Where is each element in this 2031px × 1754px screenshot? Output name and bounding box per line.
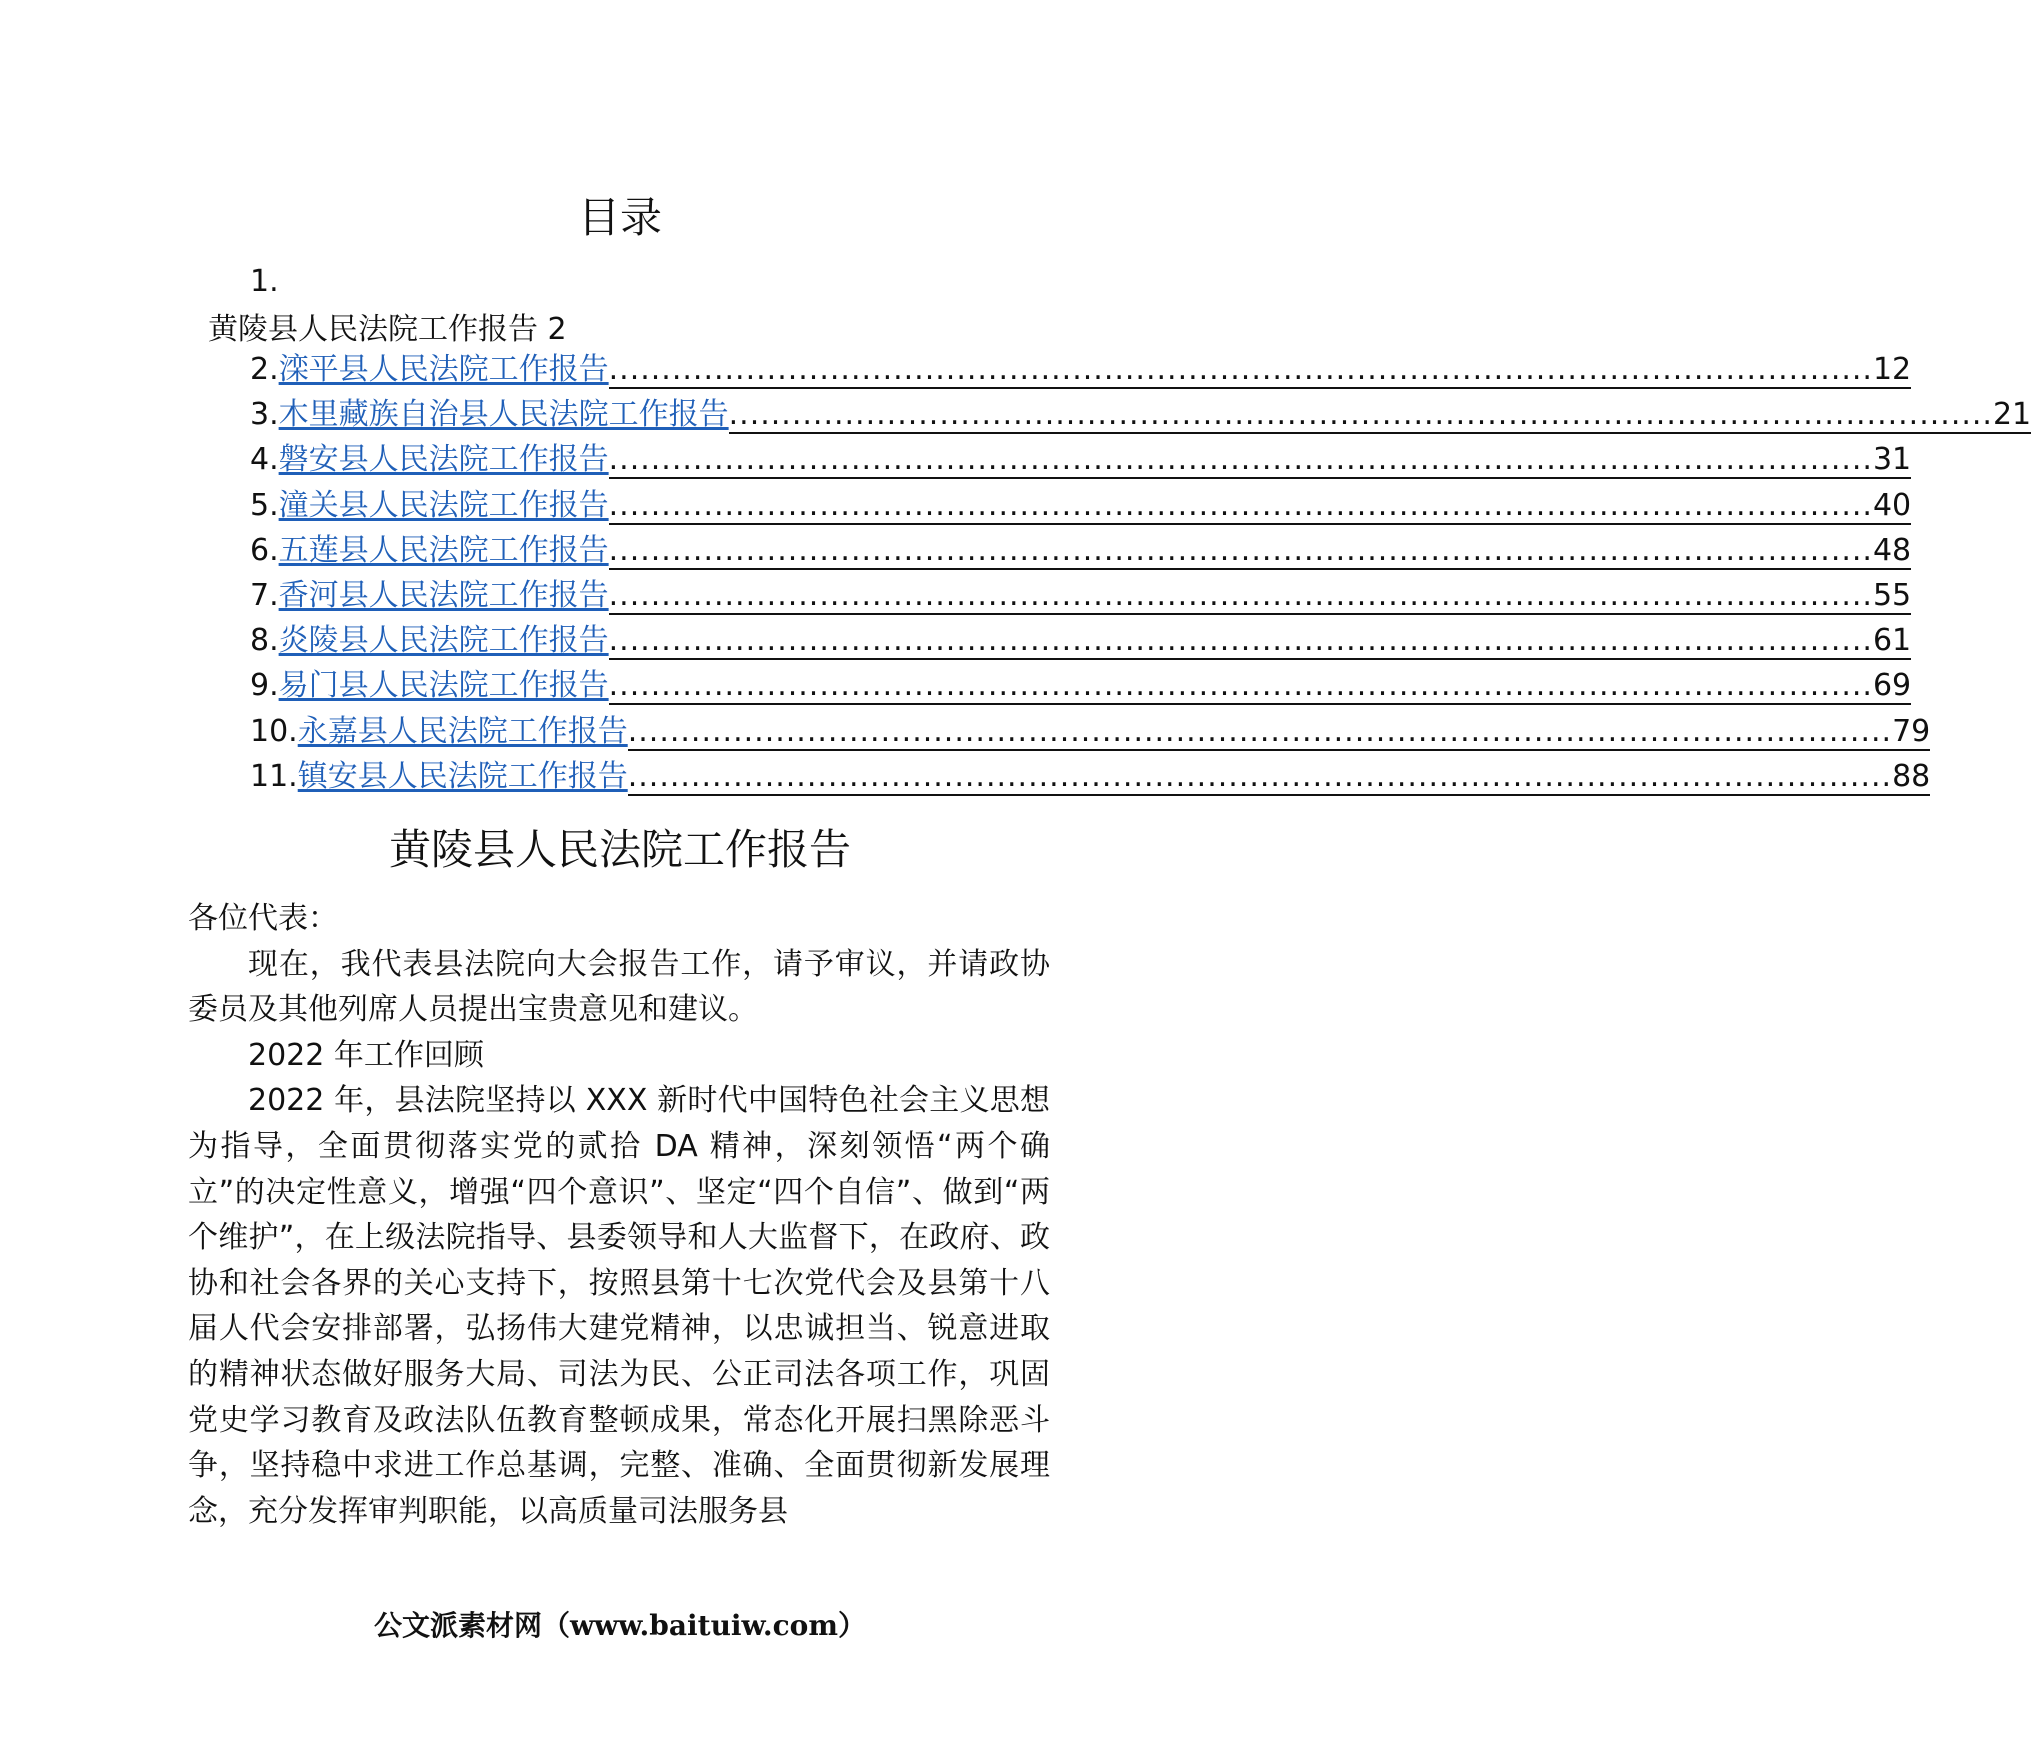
- toc-dot-leader: ........................................................................................................................: [627, 713, 1893, 749]
- toc-entry[interactable]: [250, 440, 1912, 485]
- report-title: 黄陵县人民法院工作报告: [388, 825, 851, 874]
- toc-entry-page[interactable]: 61: [1872, 623, 1912, 659]
- toc-entry[interactable]: [250, 757, 1931, 802]
- toc-entry[interactable]: [250, 531, 1912, 576]
- toc-entry-link[interactable]: 潼关县人民法院工作报告: [278, 487, 609, 523]
- toc-entry-number: 7.: [250, 577, 279, 613]
- toc-entry-number: 6.: [250, 532, 279, 568]
- toc-first-number: 1.: [250, 264, 279, 299]
- toc-entry[interactable]: [250, 350, 1912, 395]
- toc-entry[interactable]: [250, 576, 1912, 621]
- toc-entry-page[interactable]: 55: [1872, 577, 1912, 613]
- toc-dot-leader: ........................................................................................................................: [608, 623, 1873, 659]
- toc-entry-number: 10.: [250, 713, 298, 749]
- toc-entry-link[interactable]: 滦平县人民法院工作报告: [278, 352, 609, 387]
- toc-entry-link[interactable]: 香河县人民法院工作报告: [278, 577, 609, 613]
- toc-entry-number: 9.: [250, 668, 279, 704]
- toc-entry-page[interactable]: 48: [1872, 532, 1912, 568]
- toc-entry-link[interactable]: 五莲县人民法院工作报告: [278, 532, 609, 568]
- toc-dot-leader: ........................................................................................................................: [627, 758, 1893, 794]
- toc-dot-leader: ........................................................................................................................: [608, 442, 1873, 478]
- toc-entry-page[interactable]: 88: [1892, 758, 1931, 794]
- toc-entry-page[interactable]: 21: [1992, 397, 2031, 433]
- toc-entry-page[interactable]: 40: [1872, 487, 1912, 523]
- section-heading: 2022 年工作回顾: [248, 1037, 484, 1073]
- toc-dot-leader: ........................................................................................................................: [608, 577, 1873, 613]
- toc-entry-link[interactable]: 永嘉县人民法院工作报告: [297, 713, 628, 749]
- toc-entry-number: 11.: [250, 758, 298, 794]
- toc-entry-link[interactable]: 炎陵县人民法院工作报告: [278, 623, 609, 659]
- toc-entry-number: 4.: [250, 442, 279, 478]
- toc-entry-link[interactable]: 磐安县人民法院工作报告: [278, 442, 609, 478]
- toc-entry-link[interactable]: 镇安县人民法院工作报告: [297, 758, 628, 794]
- toc-entry-link[interactable]: 易门县人民法院工作报告: [278, 668, 609, 704]
- toc-first-entry: 黄陵县人民法院工作报告 2: [208, 312, 567, 347]
- toc-entry-page[interactable]: 79: [1892, 713, 1931, 749]
- toc-entry-number: 8.: [250, 623, 279, 659]
- footer-source: 公文派素材网（www.baituiw.com）: [374, 1609, 866, 1642]
- toc-dot-leader: ........................................................................................................................: [608, 487, 1873, 523]
- report-body: [188, 896, 1050, 1534]
- body-paragraph: 2022 年，县法院坚持以 XXX 新时代中国特色社会主义思想为指导，全面贯彻落实党的贰拾 DA 精神，深刻领悟“两个确立”的决定性意义，增强“四个意识”、坚定“四个自信”、做到“两个维护”，在上级法院指导、县委领导和人大监督下，在政府、政协和社会各界的关心支持下，按照县第十七次党代会及县第十八届人代会安排部署，弘扬伟大建党精神，以忠诚担当、锐意进取的精神状态做好服务大局、司法为民、公正司法各项工作，巩固党史学习教育及政法队伍教育整顿成果，常态化开展扫黑除恶斗争，坚持稳中求进工作总基调，完整、准确、全面贯彻新发展理念，充分发挥审判职能，以高质量司法服务县: [188, 1083, 1050, 1529]
- toc-dot-leader: ........................................................................................................................: [608, 668, 1873, 704]
- toc-entry-page[interactable]: 31: [1872, 442, 1912, 478]
- salutation: 各位代表：: [188, 901, 338, 936]
- toc-title: 目录: [577, 193, 662, 242]
- toc-dot-leader: ........................................................................................................................: [728, 397, 1993, 433]
- toc-entry-number: 2.: [250, 352, 279, 387]
- toc-entry-page[interactable]: 12: [1872, 352, 1912, 387]
- toc-list: [250, 350, 2031, 802]
- toc-entry-link[interactable]: 木里藏族自治县人民法院工作报告: [278, 397, 729, 433]
- toc-entry[interactable]: [250, 712, 1931, 757]
- toc-dot-leader: ........................................................................................................................: [608, 352, 1873, 387]
- toc-entry-page[interactable]: 69: [1872, 668, 1912, 704]
- toc-entry[interactable]: [250, 395, 2031, 440]
- toc-entry[interactable]: [250, 621, 1912, 666]
- toc-dot-leader: ........................................................................................................................: [608, 532, 1873, 568]
- toc-entry[interactable]: [250, 666, 1912, 711]
- intro-paragraph: 现在，我代表县法院向大会报告工作，请予审议，并请政协委员及其他列席人员提出宝贵意见和建议。: [188, 946, 1050, 1028]
- toc-entry-number: 3.: [250, 397, 279, 433]
- toc-entry[interactable]: [250, 486, 1912, 531]
- toc-entry-number: 5.: [250, 487, 279, 523]
